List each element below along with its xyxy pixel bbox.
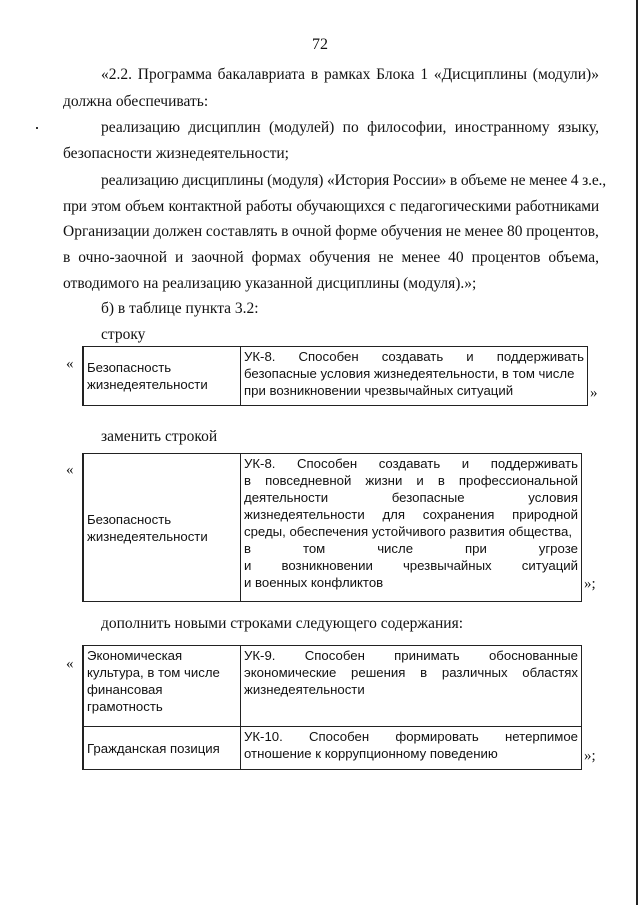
scan-speck — [36, 127, 38, 129]
table-add-row1-left-line-2: культура, в том числе — [87, 665, 220, 680]
table-old-right-line-3: при возникновении чрезвычайных ситуаций — [244, 383, 514, 398]
table-add-rows — [82, 645, 582, 770]
table-add-row1-left-cell — [83, 646, 241, 727]
quote-open-3: « — [66, 656, 74, 672]
table-add-row1-left-line-4: грамотность — [87, 699, 163, 714]
word: условия — [528, 490, 578, 505]
word: обучения — [309, 249, 371, 266]
word: Способен — [297, 456, 358, 471]
word: экономические — [244, 665, 337, 680]
word: для — [382, 507, 405, 522]
word: числе — [377, 541, 414, 556]
row-label: строку — [101, 326, 146, 343]
table-old-left-line-1: Безопасность — [87, 360, 172, 375]
word: Способен — [298, 349, 359, 364]
scan-border — [636, 0, 638, 905]
word: в — [244, 473, 252, 488]
word: не — [445, 223, 461, 240]
word: принимать — [394, 648, 460, 663]
quote-close-1: » — [590, 385, 598, 401]
word: в — [310, 66, 319, 83]
word: языку, — [557, 119, 599, 136]
page-number: 72 — [312, 36, 328, 53]
word: процентов, — [526, 223, 599, 240]
para-2-2-line-2: должна обеспечивать: — [63, 93, 209, 110]
word: различных — [441, 665, 508, 680]
quote-open-1: « — [66, 356, 74, 372]
word: решения — [351, 665, 406, 680]
table-new-right-line-3 — [244, 489, 578, 506]
item-philosophy-line-1 — [101, 118, 599, 137]
table-new-right-cell — [241, 454, 582, 602]
table-old-right-cell — [241, 347, 588, 406]
word: «2.2. — [101, 66, 132, 83]
word: составлять — [205, 223, 278, 240]
word: жизнедеятельности — [244, 507, 365, 522]
word: жизни — [365, 473, 403, 488]
word: иностранному — [454, 119, 550, 136]
word: деятельности — [244, 490, 329, 505]
table-old-right-line-2: безопасные условия жизнедеятельности, в том числе — [244, 366, 575, 381]
table-add-row1-right-cell — [241, 646, 582, 727]
table-add-row2-right-line-2: отношение к коррупционному поведению — [244, 746, 498, 761]
word: Блока — [376, 66, 415, 83]
word: очно-заочной — [78, 249, 168, 266]
word: (модули)» — [532, 66, 599, 83]
table-new-right-line-6 — [244, 540, 578, 557]
word: областях — [522, 665, 578, 680]
table-new-right-line-1 — [244, 455, 578, 472]
word: дисциплин — [188, 119, 261, 136]
table-new-right-line-7 — [244, 557, 578, 574]
word: формировать — [395, 729, 479, 744]
word: процентов — [471, 249, 541, 266]
item-history-line-3 — [63, 222, 599, 241]
word: форме — [335, 223, 378, 240]
word: в — [244, 541, 252, 556]
word: очной — [292, 223, 332, 240]
table-add-row1-left-line-1: Экономическая — [87, 648, 183, 663]
word: 80 — [506, 223, 523, 240]
word: том — [302, 541, 326, 556]
quote-open-2: « — [66, 462, 74, 478]
quote-close-2: »; — [584, 576, 596, 592]
item-history-line-5: отводимого на реализацию указанной дисциплины (модуля).»; — [63, 275, 477, 292]
table-new-left-cell — [83, 454, 241, 602]
word: в — [281, 223, 289, 240]
word: в — [63, 249, 71, 266]
word: и — [244, 558, 252, 573]
word: менее — [464, 223, 504, 240]
table-old-right-line-1 — [244, 348, 584, 365]
word: заочной — [191, 249, 244, 266]
word: создавать — [378, 456, 441, 471]
word: поддерживать — [496, 349, 584, 364]
table-old-left-line-2: жизнедеятельности — [87, 377, 208, 392]
add-rows-label: дополнить новыми строками следующего содержания: — [101, 615, 464, 632]
word: формах — [251, 249, 302, 266]
sub-item-b: б) в таблице пункта 3.2: — [101, 300, 259, 317]
word: ситуаций — [521, 558, 578, 573]
word: менее — [401, 249, 441, 266]
table-add-row2-right-cell — [241, 727, 582, 770]
item-history-line-4 — [63, 248, 599, 267]
word: Организации — [63, 223, 150, 240]
word: УК-9. — [244, 648, 276, 663]
table-new-right-line-2 — [244, 472, 578, 489]
word: природной — [512, 507, 578, 522]
word: безопасные — [391, 490, 465, 505]
word: (модулей) — [269, 119, 335, 136]
table-old-row — [82, 346, 588, 406]
word: обоснованные — [488, 648, 578, 663]
word: «Дисциплины — [433, 66, 527, 83]
item-philosophy-line-2: безопасности жизнедеятельности; — [63, 145, 289, 162]
table-add-row2-right-line-1 — [244, 728, 578, 745]
table-new-left-line-2: жизнедеятельности — [87, 528, 208, 544]
item-history-line-2: при этом объем контактной работы обучающихся с педагогическими работниками — [63, 198, 599, 215]
word: в — [437, 473, 445, 488]
table-add-row1-right-line-2 — [244, 664, 578, 681]
word: УК-8. — [244, 456, 276, 471]
table-new-right-line-4 — [244, 506, 578, 523]
word: бакалавриата — [217, 66, 306, 83]
quote-close-3: »; — [584, 748, 596, 764]
word: и — [175, 249, 184, 266]
word: философии, — [367, 119, 447, 136]
table-add-row2-left: Гражданская позиция — [87, 740, 220, 756]
word: УК-8. — [244, 349, 276, 364]
word: по — [342, 119, 359, 136]
word: угрозе — [538, 541, 578, 556]
word: и — [461, 456, 470, 471]
word: сохранения — [422, 507, 495, 522]
word: поддерживать — [490, 456, 578, 471]
word: 1 — [420, 66, 429, 83]
replace-with-label: заменить строкой — [101, 428, 218, 445]
table-add-row1-left-line-3: финансовая — [87, 682, 163, 697]
word: реализацию — [101, 119, 181, 136]
word: и — [466, 349, 474, 364]
word: Способен — [304, 648, 365, 663]
word: возникновении — [281, 558, 373, 573]
word: создавать — [381, 349, 444, 364]
word: Способен — [309, 729, 370, 744]
word: при — [465, 541, 487, 556]
word: УК-10. — [244, 729, 283, 744]
word: повседневной — [265, 473, 352, 488]
word: объема, — [548, 249, 599, 266]
word: чрезвычайных — [402, 558, 492, 573]
word: не — [378, 249, 394, 266]
word: Программа — [137, 66, 212, 83]
item-history-line-1: реализацию дисциплины (модуля) «История России» в объеме не менее 4 з.е., — [101, 172, 607, 189]
word: и — [416, 473, 424, 488]
word: рамках — [323, 66, 371, 83]
table-new-left-line-1: Безопасность — [87, 511, 172, 527]
table-old-left-cell — [83, 347, 241, 406]
table-new-right-line-5: среды, обеспечения устойчивого развития общества, — [244, 524, 572, 539]
word: профессиональной — [458, 473, 578, 488]
table-add-row1-right-line-3: жизнедеятельности — [244, 682, 365, 697]
word: 40 — [448, 249, 464, 266]
word: в — [420, 665, 428, 680]
word: обучения — [380, 223, 443, 240]
table-add-row1-right-line-1 — [244, 647, 578, 664]
para-2-2-line-1 — [101, 65, 599, 84]
word: нетерпимое — [505, 729, 578, 744]
table-add-row2-left-cell — [83, 727, 241, 770]
table-new-right-line-8: и военных конфликтов — [244, 575, 384, 590]
table-new-row — [82, 453, 582, 602]
word: должен — [153, 223, 203, 240]
